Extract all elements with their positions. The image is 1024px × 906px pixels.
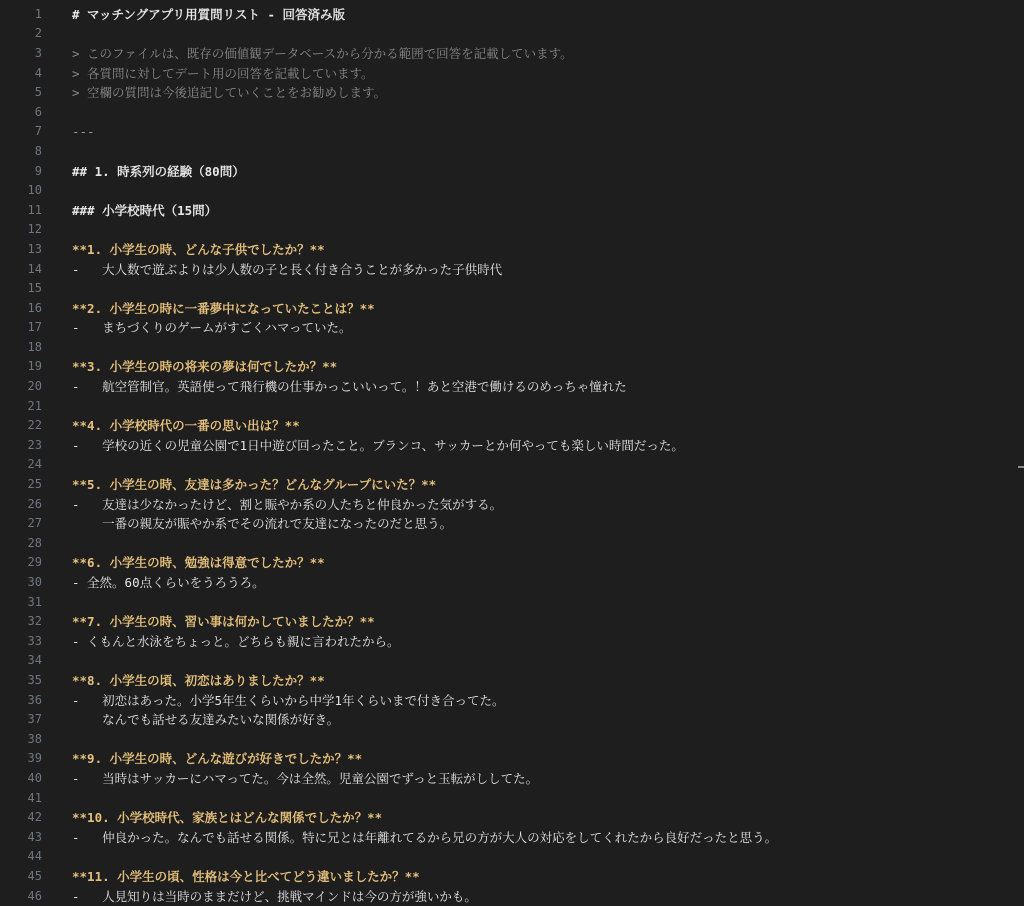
line-number: 28 [27,535,42,550]
line-number: 32 [27,614,42,629]
line-number: 27 [27,516,42,531]
line-number: 13 [27,241,42,256]
editor-line[interactable] [0,729,1024,749]
line-number: 19 [27,359,42,374]
line-text[interactable]: - まちづくりのゲームがすごくハマっていた。 [72,320,352,336]
line-text[interactable]: **1. 小学生の時、どんな子供でしたか？** [72,241,325,257]
line-number: 31 [27,594,42,609]
editor-line[interactable] [0,396,1024,416]
editor-line[interactable] [0,847,1024,867]
line-number: 12 [27,222,42,237]
line-number: 10 [27,183,42,198]
line-number: 26 [27,496,42,511]
line-text[interactable]: - 人見知りは当時のままだけど、挑戦マインドは今の方が強いかも。 [72,888,477,904]
line-number: 40 [27,770,42,785]
editor-line[interactable] [0,886,1024,906]
editor-line[interactable] [0,533,1024,553]
line-text[interactable]: 一番の親友が賑やか系でその流れで友達になったのだと思う。 [72,516,453,532]
scrollbar-marker[interactable] [1018,466,1024,468]
editor-line[interactable] [0,278,1024,298]
editor-line[interactable] [0,455,1024,475]
line-number: 35 [27,672,42,687]
line-text[interactable]: **3. 小学生の時の将来の夢は何でしたか？** [72,359,338,375]
line-text[interactable]: # マッチングアプリ用質問リスト - 回答済み版 [72,6,346,22]
line-number: 30 [27,575,42,590]
line-number: 25 [27,477,42,492]
line-text[interactable]: **9. 小学生の時、どんな遊びが好きでしたか？** [72,751,363,767]
line-number: 23 [27,437,42,452]
editor-line[interactable] [0,435,1024,455]
line-text[interactable]: **6. 小学生の時、勉強は得意でしたか？** [72,555,325,571]
line-text[interactable]: **7. 小学生の時、習い事は何かしていましたか？** [72,614,375,630]
editor-line[interactable] [0,220,1024,240]
editor-line[interactable] [0,82,1024,102]
editor-lines[interactable] [0,4,1024,905]
editor-line[interactable] [0,788,1024,808]
line-text[interactable]: > 空欄の質問は今後追記していくことをお勧めします。 [72,85,387,101]
line-number: 11 [27,202,42,217]
editor-line[interactable] [0,866,1024,886]
editor-line[interactable] [0,141,1024,161]
line-text[interactable]: **4. 小学校時代の一番の思い出は？** [72,418,300,434]
line-text[interactable]: **5. 小学生の時、友達は多かった？どんなグループにいた？** [72,477,437,493]
line-number: 15 [27,281,42,296]
line-text[interactable]: - 初恋はあった。小学5年生くらいから中学1年くらいまで付き合ってた。 [72,692,505,708]
line-number: 42 [27,810,42,825]
line-number: 34 [27,653,42,668]
editor-line[interactable] [0,768,1024,788]
line-number: 16 [27,300,42,315]
editor-line[interactable] [0,474,1024,494]
editor-line[interactable] [0,592,1024,612]
editor-line[interactable] [0,572,1024,592]
line-number: 6 [34,104,42,119]
editor-line[interactable] [0,180,1024,200]
editor-line[interactable] [0,807,1024,827]
editor-line[interactable] [0,494,1024,514]
line-number: 3 [34,45,42,60]
line-text[interactable]: - 学校の近くの児童公園で1日中遊び回ったこと。ブランコ、サッカーとか何やっても楽しい時間だった。 [72,437,684,453]
editor-line[interactable] [0,161,1024,181]
line-number: 5 [34,85,42,100]
editor-line[interactable] [0,43,1024,63]
line-number: 38 [27,731,42,746]
line-number: 14 [27,261,42,276]
line-number: 39 [27,751,42,766]
editor-line[interactable] [0,337,1024,357]
line-number: 2 [34,26,42,41]
line-text[interactable]: - 航空管制官。英語使って飛行機の仕事かっこいいって。！あと空港で働けるのめっちゃ憧れた [72,379,627,395]
line-number: 21 [27,398,42,413]
line-number: 45 [27,868,42,883]
editor-line[interactable] [0,63,1024,83]
editor-line[interactable] [0,376,1024,396]
line-text[interactable]: **11. 小学生の頃、性格は今と比べてどう違いましたか？** [72,868,420,884]
editor-line[interactable] [0,357,1024,377]
editor-line[interactable] [0,239,1024,259]
editor-line[interactable] [0,259,1024,279]
line-number: 4 [34,65,42,80]
line-text[interactable]: **8. 小学生の頃、初恋はありましたか？** [72,672,325,688]
line-number: 44 [27,849,42,864]
line-number: 18 [27,339,42,354]
editor-line[interactable] [0,513,1024,533]
line-number: 33 [27,633,42,648]
editor-line[interactable] [0,298,1024,318]
line-text[interactable]: - 大人数で遊ぶよりは少人数の子と長く付き合うことが多かった子供時代 [72,261,503,277]
editor-line[interactable] [0,4,1024,24]
line-number: 17 [27,320,42,335]
line-text[interactable]: なんでも話せる友達みたいな関係が好き。 [72,712,340,728]
editor-line[interactable] [0,318,1024,338]
line-number: 43 [27,829,42,844]
editor-line[interactable] [0,631,1024,651]
line-number: 46 [27,888,42,903]
editor-line[interactable] [0,827,1024,847]
editor-line[interactable] [0,749,1024,769]
line-number: 9 [34,163,42,178]
line-number: 22 [27,418,42,433]
line-number: 29 [27,555,42,570]
line-text[interactable]: - 仲良かった。なんでも話せる関係。特に兄とは年離れてるから兄の方が大人の対応をしてくれたから良好だったと思う。 [72,829,778,845]
line-number: 20 [27,379,42,394]
line-number: 41 [27,790,42,805]
line-text[interactable]: **10. 小学校時代、家族とはどんな関係でしたか？** [72,810,383,826]
editor-line[interactable] [0,553,1024,573]
editor-line[interactable] [0,24,1024,44]
line-text[interactable]: - 全然。60点くらいをうろうろ。 [72,575,265,591]
line-text[interactable]: > 各質問に対してデート用の回答を記載しています。 [72,65,374,81]
editor-line[interactable] [0,611,1024,631]
line-text[interactable]: ## 1. 時系列の経験（80問） [72,163,245,179]
editor-line[interactable] [0,200,1024,220]
editor-line[interactable] [0,651,1024,671]
line-text[interactable]: --- [72,123,95,139]
line-number: 24 [27,457,42,472]
line-number: 36 [27,692,42,707]
line-text[interactable]: - くもんと水泳をちょっと。どちらも親に言われたから。 [72,633,400,649]
editor-line[interactable] [0,122,1024,142]
line-text[interactable]: > このファイルは、既存の価値観データベースから分かる範囲で回答を記載しています。 [72,45,573,61]
line-text[interactable]: - 当時はサッカーにハマってた。今は全然。児童公園でずっと玉転がししてた。 [72,770,539,786]
line-number: 1 [34,6,42,21]
line-number: 37 [27,712,42,727]
editor-line[interactable] [0,415,1024,435]
line-number: 7 [34,124,42,139]
line-text[interactable]: ### 小学校時代（15問） [72,202,218,218]
editor-line[interactable] [0,690,1024,710]
editor-line[interactable] [0,102,1024,122]
line-number: 8 [34,143,42,158]
line-text[interactable]: - 友達は少なかったけど、割と賑やか系の人たちと仲良かった気がする。 [72,496,503,512]
editor-line[interactable] [0,709,1024,729]
editor-line[interactable] [0,670,1024,690]
line-text[interactable]: **2. 小学生の時に一番夢中になっていたことは？** [72,300,375,316]
